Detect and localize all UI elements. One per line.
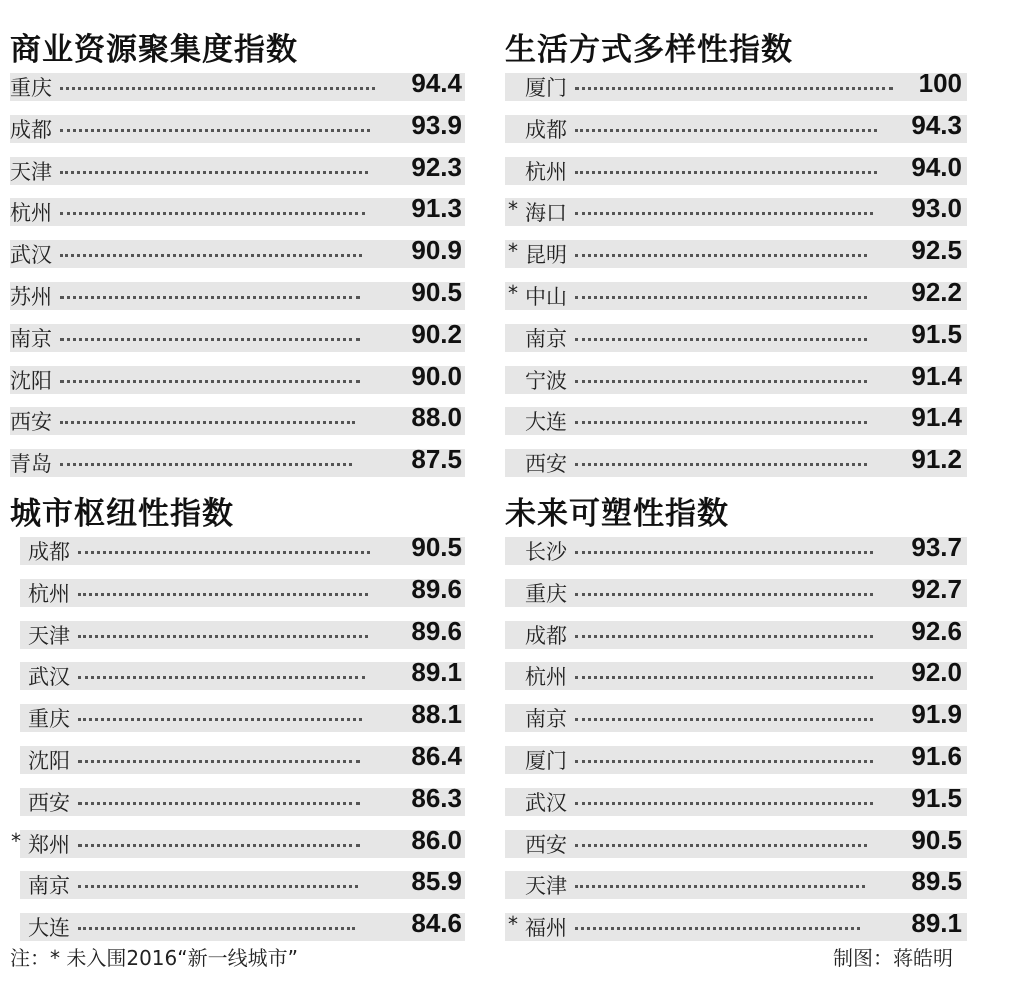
index-value: 92.2 bbox=[911, 277, 962, 307]
city-label: 杭州 bbox=[10, 201, 52, 226]
table-row bbox=[505, 111, 967, 147]
leader-dots bbox=[60, 380, 360, 383]
index-value: 92.5 bbox=[911, 235, 962, 266]
panel-commercial-resources bbox=[10, 24, 465, 477]
table-row bbox=[505, 658, 967, 694]
leader-dots bbox=[575, 421, 867, 424]
table-row bbox=[505, 236, 967, 272]
index-value: 91.5 bbox=[911, 318, 962, 349]
leader-dots bbox=[575, 212, 873, 215]
city-label: 青岛 bbox=[10, 452, 52, 477]
city-label: 昆明 bbox=[525, 243, 567, 268]
leader-dots bbox=[78, 593, 368, 596]
index-value: 90.9 bbox=[411, 235, 462, 266]
leader-dots bbox=[78, 885, 358, 888]
index-value: 91.5 bbox=[911, 782, 962, 813]
index-value: 86.0 bbox=[411, 824, 462, 855]
leader-dots bbox=[78, 802, 360, 805]
city-label: 西安 bbox=[525, 832, 567, 857]
leader-dots bbox=[575, 463, 867, 466]
city-label: 宁波 bbox=[525, 368, 567, 393]
not-shortlisted-mark: * bbox=[508, 912, 518, 937]
leader-dots bbox=[575, 927, 860, 930]
table-row bbox=[505, 867, 967, 903]
not-shortlisted-mark: * bbox=[11, 828, 21, 853]
city-label: 沈阳 bbox=[10, 368, 52, 393]
city-label: 天津 bbox=[525, 874, 567, 899]
table-row bbox=[10, 784, 465, 820]
table-row bbox=[10, 445, 465, 481]
table-row bbox=[505, 742, 967, 778]
leader-dots bbox=[575, 129, 877, 132]
index-value: 84.6 bbox=[411, 908, 462, 939]
table-row bbox=[505, 784, 967, 820]
leader-dots bbox=[78, 760, 360, 763]
table-row bbox=[505, 194, 967, 230]
panel-title: 生活方式多样性指数 bbox=[505, 32, 793, 68]
leader-dots bbox=[60, 254, 362, 257]
index-value: 92.6 bbox=[911, 615, 962, 646]
city-label: 成都 bbox=[525, 623, 567, 648]
city-label: 重庆 bbox=[28, 707, 70, 732]
table-row bbox=[505, 362, 967, 398]
table-row bbox=[10, 278, 465, 314]
index-value: 91.2 bbox=[911, 444, 962, 475]
table-row bbox=[10, 575, 465, 611]
panel-lifestyle-diversity bbox=[505, 24, 967, 477]
table-row bbox=[10, 867, 465, 903]
table-row bbox=[10, 700, 465, 736]
city-label: 成都 bbox=[28, 540, 70, 564]
leader-dots bbox=[60, 87, 375, 90]
leader-dots bbox=[60, 463, 352, 466]
table-row bbox=[10, 194, 465, 230]
leader-dots bbox=[575, 676, 873, 679]
leader-dots bbox=[60, 338, 360, 341]
leader-dots bbox=[78, 927, 355, 930]
city-label: 西安 bbox=[10, 410, 52, 435]
index-value: 90.5 bbox=[911, 824, 962, 855]
city-label: 成都 bbox=[10, 117, 52, 142]
leader-dots bbox=[60, 421, 355, 424]
index-value: 89.6 bbox=[411, 615, 462, 646]
leader-dots bbox=[575, 885, 865, 888]
city-label: 厦门 bbox=[525, 749, 567, 773]
not-shortlisted-mark: * bbox=[508, 197, 518, 222]
index-value: 92.0 bbox=[911, 657, 962, 688]
index-value: 94.3 bbox=[911, 109, 962, 140]
leader-dots bbox=[575, 338, 867, 341]
city-label: 武汉 bbox=[10, 243, 52, 268]
index-value: 93.0 bbox=[911, 193, 962, 224]
city-label: 南京 bbox=[525, 326, 567, 351]
leader-dots bbox=[78, 844, 360, 847]
index-value: 91.3 bbox=[411, 193, 462, 224]
city-label: 天津 bbox=[28, 623, 70, 648]
index-value: 91.6 bbox=[911, 741, 962, 771]
table-row bbox=[10, 617, 465, 653]
leader-dots bbox=[575, 380, 867, 383]
city-label: 重庆 bbox=[525, 581, 567, 606]
index-value: 90.5 bbox=[411, 277, 462, 307]
city-label: 厦门 bbox=[525, 76, 567, 100]
table-row bbox=[10, 69, 465, 105]
city-label: 天津 bbox=[10, 159, 52, 184]
index-value: 89.1 bbox=[411, 657, 462, 688]
table-row bbox=[505, 700, 967, 736]
city-label: 福州 bbox=[525, 916, 567, 941]
index-value: 86.3 bbox=[411, 782, 462, 813]
table-row bbox=[505, 153, 967, 189]
city-label: 武汉 bbox=[28, 665, 70, 690]
index-value: 86.4 bbox=[411, 741, 462, 771]
index-value: 90.0 bbox=[411, 360, 462, 391]
table-row bbox=[10, 362, 465, 398]
table-row bbox=[505, 278, 967, 314]
city-label: 武汉 bbox=[525, 790, 567, 815]
leader-dots bbox=[60, 129, 370, 132]
index-value: 92.7 bbox=[911, 573, 962, 604]
table-row bbox=[10, 909, 465, 945]
not-shortlisted-mark: * bbox=[508, 281, 518, 305]
leader-dots bbox=[575, 593, 873, 596]
table-row bbox=[505, 320, 967, 356]
city-label: 南京 bbox=[10, 326, 52, 351]
table-row bbox=[505, 69, 967, 105]
panel-title: 商业资源聚集度指数 bbox=[10, 32, 298, 68]
leader-dots bbox=[575, 844, 867, 847]
index-value: 94.0 bbox=[911, 151, 962, 182]
city-label: 杭州 bbox=[525, 665, 567, 690]
panel-title: 城市枢纽性指数 bbox=[10, 496, 234, 532]
index-value: 93.7 bbox=[911, 532, 962, 562]
leader-dots bbox=[60, 296, 360, 299]
leader-dots bbox=[78, 676, 365, 679]
table-row bbox=[505, 617, 967, 653]
table-row bbox=[10, 111, 465, 147]
index-value: 90.5 bbox=[411, 532, 462, 562]
credit: 制图：蒋皓明 bbox=[833, 946, 953, 970]
leader-dots bbox=[575, 551, 873, 554]
leader-dots bbox=[575, 718, 873, 721]
leader-dots bbox=[60, 212, 365, 215]
table-row bbox=[505, 403, 967, 439]
city-label: 杭州 bbox=[525, 159, 567, 184]
city-label: 长沙 bbox=[525, 540, 567, 564]
table-row bbox=[10, 533, 465, 569]
index-value: 87.5 bbox=[411, 444, 462, 475]
index-value: 93.9 bbox=[411, 109, 462, 140]
table-row bbox=[10, 658, 465, 694]
index-value: 91.9 bbox=[911, 699, 962, 730]
not-shortlisted-mark: * bbox=[508, 239, 518, 264]
leader-dots bbox=[78, 635, 368, 638]
table-row bbox=[505, 533, 967, 569]
panel-city-hub bbox=[10, 488, 465, 940]
city-label: 成都 bbox=[525, 117, 567, 142]
table-row bbox=[10, 742, 465, 778]
leader-dots bbox=[575, 760, 873, 763]
panel-future-plasticity bbox=[505, 488, 967, 940]
panel-title: 未来可塑性指数 bbox=[505, 496, 729, 532]
index-value: 91.4 bbox=[911, 360, 962, 391]
city-label: 西安 bbox=[28, 790, 70, 815]
city-label: 郑州 bbox=[28, 832, 70, 857]
footnote: 注：* 未入围2016“新一线城市” bbox=[10, 946, 298, 970]
city-label: 海口 bbox=[525, 201, 567, 226]
city-label: 重庆 bbox=[10, 76, 52, 100]
table-row bbox=[10, 153, 465, 189]
table-row bbox=[10, 826, 465, 862]
index-value: 89.5 bbox=[911, 866, 962, 897]
index-value: 89.1 bbox=[911, 908, 962, 939]
leader-dots bbox=[575, 635, 873, 638]
index-value: 85.9 bbox=[411, 866, 462, 897]
city-label: 沈阳 bbox=[28, 749, 70, 773]
leader-dots bbox=[575, 171, 877, 174]
table-row bbox=[10, 236, 465, 272]
city-label: 杭州 bbox=[28, 581, 70, 606]
index-value: 94.4 bbox=[411, 68, 462, 98]
city-label: 大连 bbox=[28, 916, 70, 941]
table-row bbox=[10, 403, 465, 439]
leader-dots bbox=[575, 296, 867, 299]
index-value: 88.1 bbox=[411, 699, 462, 730]
leader-dots bbox=[575, 87, 893, 90]
city-label: 苏州 bbox=[10, 285, 52, 309]
index-value: 100 bbox=[918, 68, 962, 98]
city-label: 南京 bbox=[525, 707, 567, 732]
leader-dots bbox=[78, 718, 362, 721]
leader-dots bbox=[575, 802, 873, 805]
leader-dots bbox=[575, 254, 867, 257]
index-value: 90.2 bbox=[411, 318, 462, 349]
table-row bbox=[10, 320, 465, 356]
table-row bbox=[505, 909, 967, 945]
leader-dots bbox=[78, 551, 370, 554]
index-value: 88.0 bbox=[411, 402, 462, 433]
index-value: 89.6 bbox=[411, 573, 462, 604]
table-row bbox=[505, 826, 967, 862]
leader-dots bbox=[60, 171, 368, 174]
table-row bbox=[505, 445, 967, 481]
city-label: 南京 bbox=[28, 874, 70, 899]
index-value: 92.3 bbox=[411, 151, 462, 182]
index-value: 91.4 bbox=[911, 402, 962, 433]
city-label: 大连 bbox=[525, 410, 567, 435]
city-label: 西安 bbox=[525, 452, 567, 477]
city-label: 中山 bbox=[525, 285, 567, 309]
table-row bbox=[505, 575, 967, 611]
